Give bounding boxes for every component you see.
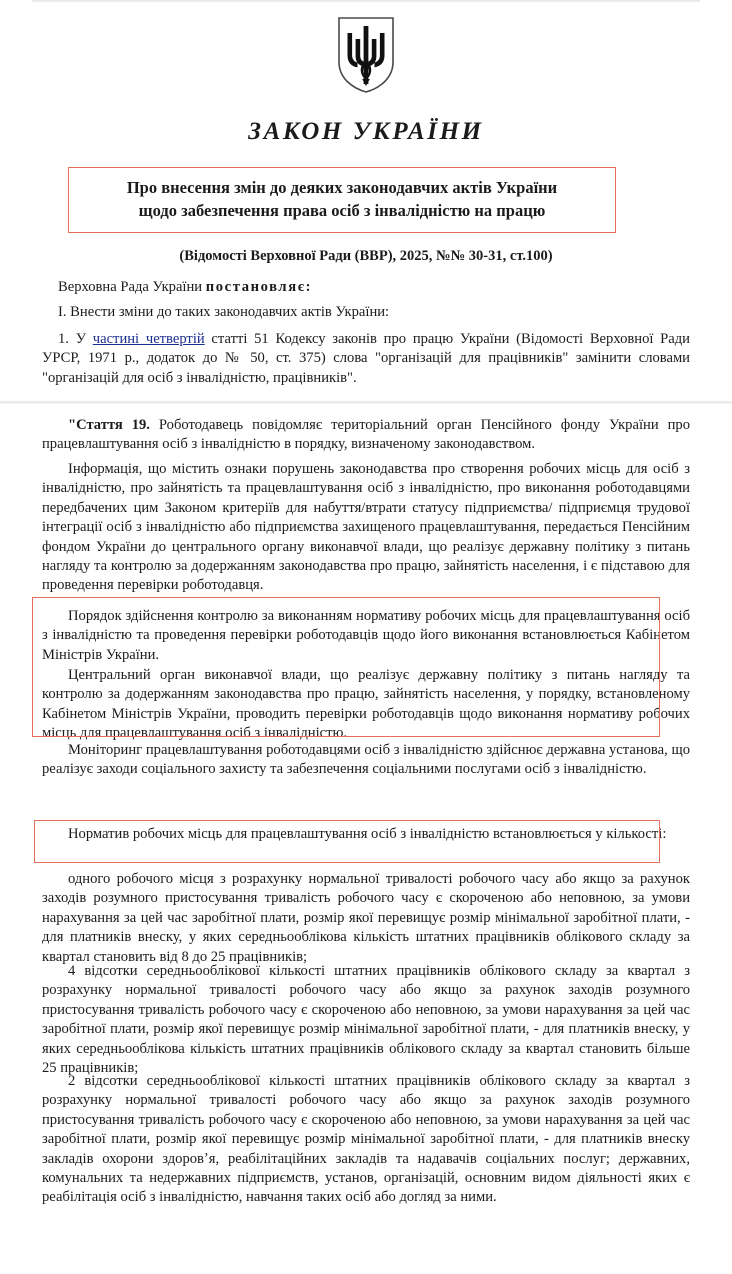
article-19-text: Роботодавець повідомляє територіальний орган Пенсійного фонду України про працевлаштування осіб з інвалідністю в порядку, визначеному законодавством. <box>42 417 690 453</box>
amendment-item-1-text: статті 51 Кодексу законів про працю України (Відомості Верховної Ради УРСР, 1971 р., додаток до № 50, ст. 375) слова "організацій для працівників" замінити словами "організацій для осіб з інвалідністю, працівників". <box>42 331 690 386</box>
law-title-line-2: щодо забезпечення права осіб з інвалідністю на працю <box>138 201 546 221</box>
article-19-paragraph <box>42 416 690 455</box>
paragraph-monitoring: Моніторинг працевлаштування роботодавцями осіб з інвалідністю здійснює державна установа, що реалізує заходи соціального захисту та забезпечення соціальними послугами осіб з інвалідністю. <box>42 742 690 778</box>
document-page-1 <box>0 0 732 402</box>
ukraine-trident-coat-of-arms-icon <box>336 16 396 94</box>
enacting-formula <box>58 278 674 297</box>
document-page-2 <box>0 404 732 1274</box>
enacting-bold: постановляє: <box>205 279 313 295</box>
law-heading: ЗАКОН УКРАЇНИ <box>248 118 484 145</box>
paragraph-information: Інформація, що містить ознаки порушень законодавства про створення робочих місць для осіб з інвалідністю, про зайнятість та працевлаштування осіб з інвалідністю, про виконання роботодавцями передбачених цим Законом критеріїв для набуття/втрати статусу підприємства/ підприємця трудової інтеграції осіб з інвалідністю або підприємства захищеного працевлаштування, передається Пенсійним фондом України до центрального органу виконавчої влади, що реалізує державну політику з питань нагляду та контролю за додержанням законодавства про працю, зайнятість населення, і є підставою для проведення перевірки роботодавця. <box>42 461 690 594</box>
emblem-container <box>0 16 732 94</box>
amendment-item-1 <box>42 330 690 388</box>
publication-reference: (Відомості Верховної Ради (ВВР), 2025, №№ 30-31, ст.100) <box>179 248 553 264</box>
highlight-1-paragraph-2: Центральний орган виконавчої влади, що реалізує державну політику з питань нагляду та контролю за додержанням законодавства про працю, зайнятість населення, у порядку, встановленому Кабінетом Міністрів України, проводить перевірки роботодавців щодо виконання нормативу робочих місць для працевлаштування осіб з інвалідністю. <box>42 667 690 742</box>
link-chastyni-chetvertiy[interactable]: частині четвертій <box>92 331 205 347</box>
amendment-item-1-number: 1. У <box>58 331 93 347</box>
article-19-label: "Стаття 19. <box>68 417 150 433</box>
law-title-line-1: Про внесення змін до деяких законодавчих актів України <box>126 178 558 197</box>
criteria-item-3: 2 відсотки середньооблікової кількості штатних працівників облікового складу за квартал з розрахунку нормальної тривалості робочого часу або якщо за рахунок заходів розумного пристосування тривалість робочого часу є скороченою або неповною, за умови нарахування за цей час заробітної плати, розмір якої перевищує розмір мінімальної заробітної плати, - для платників внеску закладів охорони здоровʼя, реабілітаційних закладів та надавачів соціальних послуг; державних, комунальних та недержавних підприємств, установ, організацій, основним видом діяльності яких є реабілітація осіб з інвалідністю, навчання таких осіб або догляд за ними. <box>42 1073 690 1206</box>
law-title-box <box>68 167 616 233</box>
criteria-item-2: 4 відсотки середньооблікової кількості штатних працівників облікового складу за квартал з розрахунку нормальної тривалості робочого часу або якщо за рахунок заходів розумного пристосування тривалість робочого часу є скороченою або неповною, за умови нарахування за цей час заробітної плати, розмір якої перевищує розмір мінімальної заробітної плати, - для платників внеску, у яких середньооблікова кількість штатних працівників облікового складу за квартал становить більше 25 працівників; <box>42 963 690 1077</box>
criteria-item-1: одного робочого місця з розрахунку нормальної тривалості робочого часу або якщо за рахунок заходів розумного пристосування тривалість робочого часу є скороченою або неповною, за умови нарахування за цей час заробітної плати, розмір якої перевищує розмір мінімальної заробітної плати, - для платників внеску, у яких середньооблікова кількість штатних працівників облікового складу за квартал становить від 8 до 25 працівників; <box>42 871 690 965</box>
section-i-heading: I. Внести зміни до таких законодавчих актів України: <box>58 304 390 320</box>
page-top-shadow <box>32 0 700 3</box>
highlight-2-paragraph: Норматив робочих місць для працевлаштування осіб з інвалідністю встановлюється у кількості: <box>68 826 667 842</box>
highlight-1-paragraph-1: Порядок здійснення контролю за виконанням нормативу робочих місць для працевлаштування осіб з інвалідністю та проведення перевірки роботодавців щодо його виконання встановлюється Кабінетом Міністрів України. <box>42 608 690 663</box>
enacting-prefix: Верховна Рада України <box>58 279 206 295</box>
